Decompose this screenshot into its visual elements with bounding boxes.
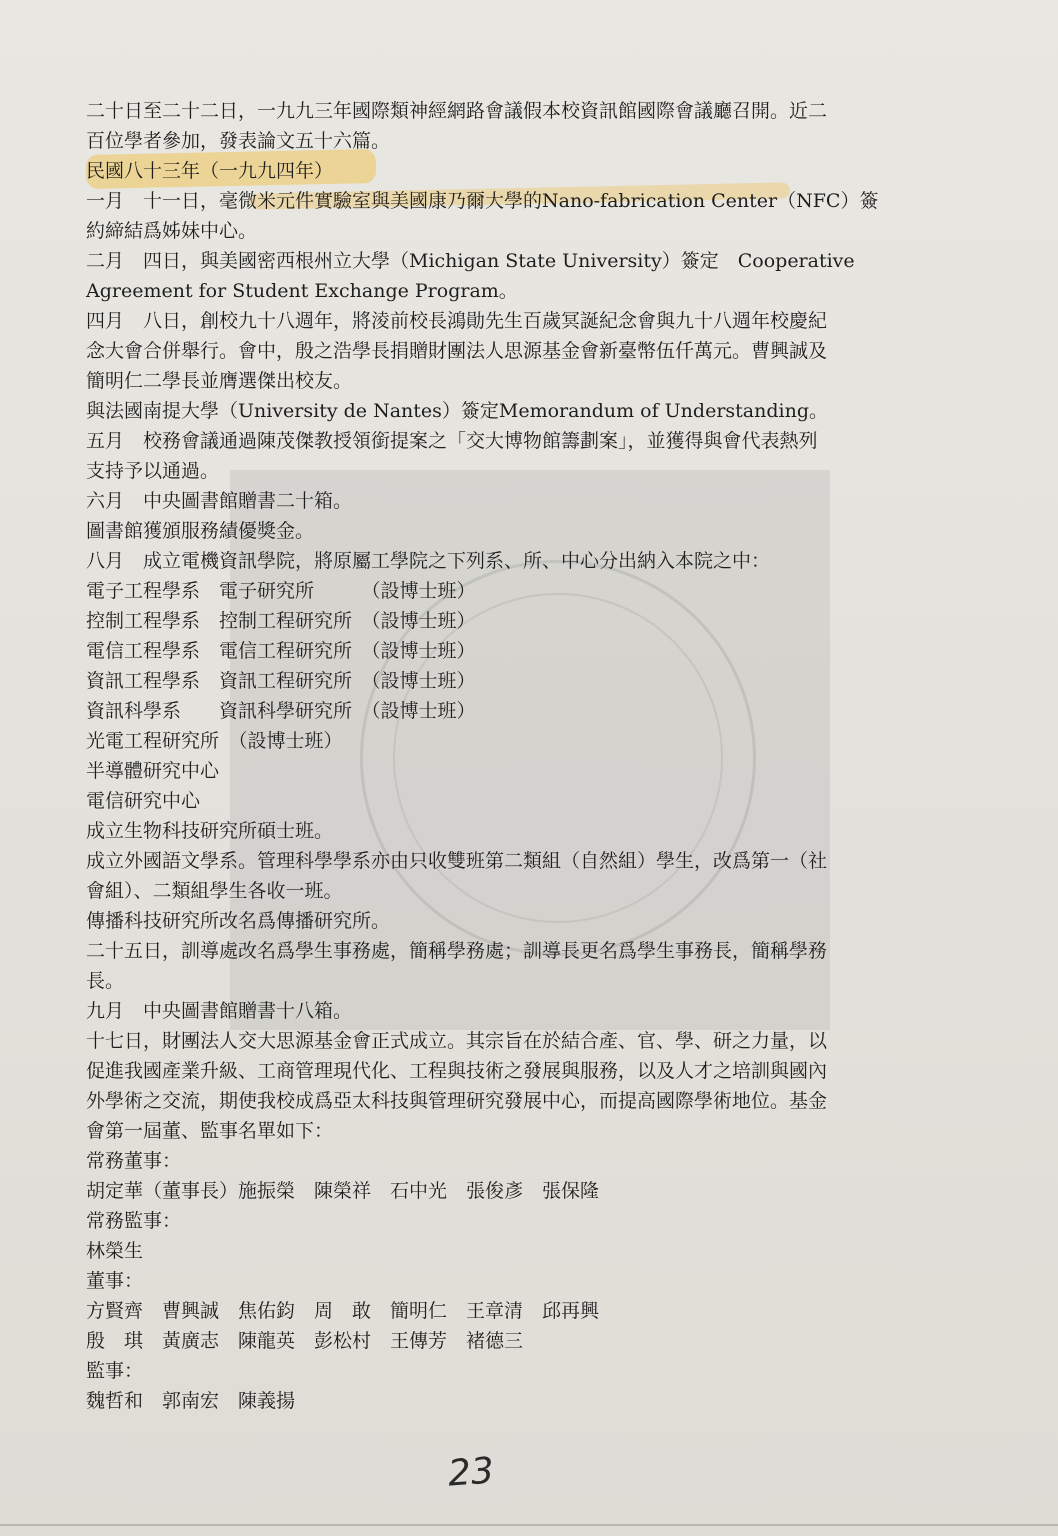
text-line: 九月 中央圖書館贈書十八箱。	[86, 1000, 353, 1022]
text-line: 傳播科技研究所改名爲傳播研究所。	[86, 910, 391, 932]
text-line: 支持予以通過。	[86, 460, 220, 482]
text-line: 百位學者參加，發表論文五十六篇。	[86, 130, 391, 152]
text-line: 一月 十一日，毫微米元件實驗室與美國康乃爾大學的Nano-fabrication Center（NFC）簽	[86, 190, 879, 212]
board-names: 殷 琪 黃廣志 陳龍英 彭松村 王傳芳 褚德三	[86, 1330, 524, 1352]
text-line: Agreement for Student Exchange Program。	[86, 280, 518, 302]
text-line: 圖書館獲頒服務績優獎金。	[86, 520, 315, 542]
text-line: 六月 中央圖書館贈書二十箱。	[86, 490, 353, 512]
text-line: 成立外國語文學系。管理科學學系亦由只收雙班第二類組（自然組）學生，改爲第一（社	[86, 850, 828, 872]
text-line: 八月 成立電機資訊學院，將原屬工學院之下列系、所、中心分出納入本院之中：	[86, 550, 771, 572]
department-line: 光電工程研究所 （設博士班）	[86, 730, 343, 752]
text-line: 二十五日，訓導處改名爲學生事務處，簡稱學務處；訓導長更名爲學生事務長，簡稱學務	[86, 940, 828, 962]
text-line: 約締結爲姊妹中心。	[86, 220, 258, 242]
text-line: 五月 校務會議通過陳茂傑教授領銜提案之「交大博物館籌劃案」，並獲得與會代表熱列	[86, 430, 818, 452]
document-body	[86, 96, 966, 1416]
department-line: 電子工程學系 電子研究所 （設博士班）	[86, 580, 476, 602]
text-line: 四月 八日，創校九十八週年，將淩前校長鴻勛先生百歲冥誕紀念會與九十八週年校慶紀	[86, 310, 828, 332]
scan-edge-bottom	[0, 1524, 1058, 1526]
board-heading: 常務董事：	[86, 1150, 182, 1172]
department-line: 電信工程學系 電信工程研究所 （設博士班）	[86, 640, 476, 662]
year-heading: 民國八十三年（一九九四年）	[86, 160, 334, 182]
board-names: 魏哲和 郭南宏 陳義揚	[86, 1390, 296, 1412]
department-line: 半導體研究中心	[86, 760, 220, 782]
board-heading: 董事：	[86, 1270, 144, 1292]
page-number: 23	[446, 1450, 496, 1495]
board-names: 林榮生	[86, 1240, 144, 1262]
text-line: 二月 四日，與美國密西根州立大學（Michigan State University）簽定 Cooperative	[86, 250, 855, 272]
board-heading: 監事：	[86, 1360, 144, 1382]
department-line: 資訊科學系 資訊科學研究所 （設博士班）	[86, 700, 476, 722]
department-line: 資訊工程學系 資訊工程研究所 （設博士班）	[86, 670, 476, 692]
text-line: 長。	[86, 970, 125, 992]
board-heading: 常務監事：	[86, 1210, 182, 1232]
text-line: 十七日，財團法人交大思源基金會正式成立。其宗旨在於結合產、官、學、研之力量，以	[86, 1030, 828, 1052]
board-names: 方賢齊 曹興誠 焦佑鈞 周 敢 簡明仁 王章清 邱再興	[86, 1300, 600, 1322]
text-line: 會組）、二類組學生各收一班。	[86, 880, 343, 902]
text-line: 簡明仁二學長並膺選傑出校友。	[86, 370, 353, 392]
text-line: 與法國南提大學（University de Nantes）簽定Memorandum of Understanding。	[86, 400, 828, 422]
text-line: 外學術之交流，期使我校成爲亞太科技與管理研究發展中心，而提高國際學術地位。基金	[86, 1090, 828, 1112]
text-line: 促進我國產業升級、工商管理現代化、工程與技術之發展與服務，以及人才之培訓與國內	[86, 1060, 828, 1082]
department-line: 控制工程學系 控制工程研究所 （設博士班）	[86, 610, 476, 632]
board-names: 胡定華（董事長）施振榮 陳榮祥 石中光 張俊彥 張保隆	[86, 1180, 600, 1202]
text-line: 會第一屆董、監事名單如下：	[86, 1120, 334, 1142]
text-line: 念大會合併舉行。會中，殷之浩學長捐贈財團法人思源基金會新臺幣伍仟萬元。曹興誠及	[86, 340, 828, 362]
text-line: 成立生物科技研究所碩士班。	[86, 820, 334, 842]
department-line: 電信研究中心	[86, 790, 201, 812]
text-line: 二十日至二十二日，一九九三年國際類神經網路會議假本校資訊館國際會議廳召開。近二	[86, 100, 828, 122]
